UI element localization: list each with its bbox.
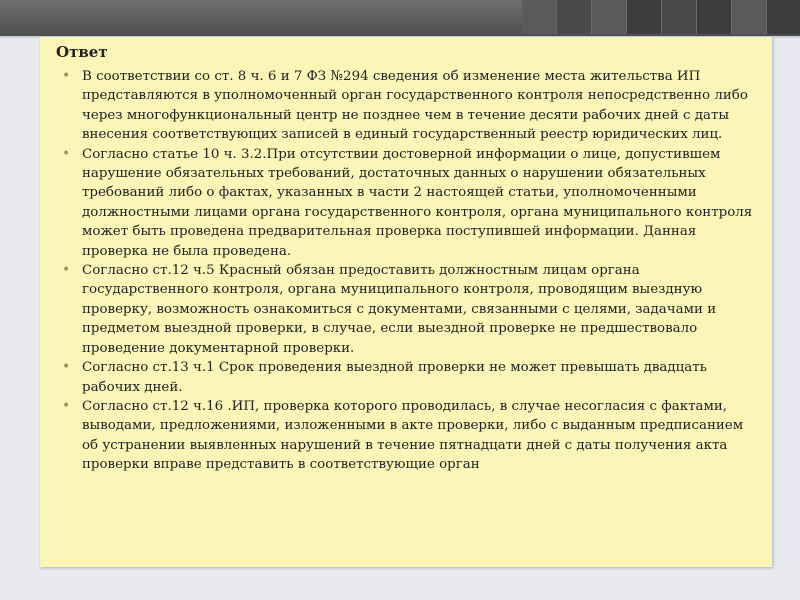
list-item [62,145,762,261]
list-item [62,397,762,475]
list-item-text: Согласно ст.13 ч.1 Срок проведения выездной проверки не может превышать двадцать рабочих дней. [82,360,707,395]
banner-square [627,0,662,34]
bullet-dot-icon: • [62,145,71,162]
bullet-dot-icon: • [62,397,71,414]
list-item [62,261,762,358]
banner-square [592,0,627,34]
list-item [62,67,762,145]
list-item [62,358,762,397]
bullet-dot-icon: • [62,359,71,376]
bullet-list [62,67,762,475]
list-item-text: Согласно ст.12 ч.5 Красный обязан предоставить должностным лицам органа государственного контроля, органа муниципального контроля, проводящим выездную проверку, возможность ознакомиться с документами, связанными с целями, задачами и предметом выездной проверки, в случае, если выездной проверке не предшествовало проведение документарной проверки. [82,263,717,356]
slide-content [40,37,772,567]
banner-square [662,0,697,34]
list-item-text: Согласно статье 10 ч. 3.2.При отсутствии достоверной информации о лице, допустившем нарушение обязательных требований, достаточных данных о нарушении обязательных требований либо о фактах, указанных в части 2 настоящей статьи, уполномоченными должностными лицами органа государственного контроля, органа муниципального контроля может быть проведена предварительная проверка поступившей информации. Данная проверка не была проведена. [82,146,753,259]
top-banner [0,0,800,36]
banner-square [767,0,800,34]
list-item-text: Согласно ст.12 ч.16 .ИП, проверка которого проводилась, в случае несогласия с фактами, выводами, предложениями, изложенными в акте проверки, либо с выданным предписанием об устранении выявленных нарушений в течение пятнадцати дней с даты получения акта проверки вправе представить в соответствующие орган [82,398,744,473]
bullet-dot-icon: • [62,262,71,279]
banner-square [697,0,732,34]
banner-square [557,0,592,34]
banner-square [522,0,557,34]
slide-title: Ответ [56,43,108,61]
list-item-text: В соответствии со ст. 8 ч. 6 и 7 ФЗ №294 сведения об изменение места жительства ИП представляются в уполномоченный орган государственного контроля непосредственно либо через многофункциональный центр не позднее чем в течение десяти рабочих дней с даты внесения соответствующих записей в единый государственный реестр юридических лиц. [82,69,748,143]
bullet-dot-icon: • [62,68,71,84]
banner-square [732,0,767,34]
